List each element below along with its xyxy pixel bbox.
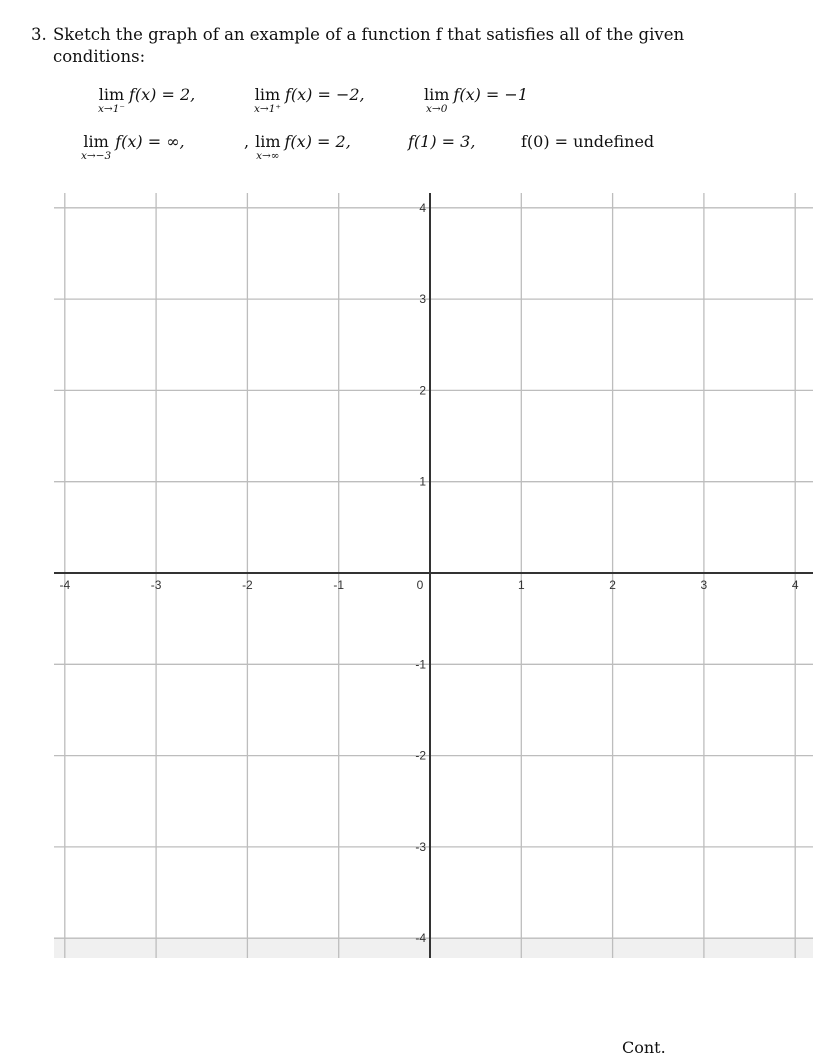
x-tick-label: 3 [700, 578, 708, 592]
y-tick-label: 1 [419, 474, 426, 489]
x-tick-label: -4 [59, 578, 71, 592]
condition-expression: f(x) = 2, [284, 132, 351, 151]
condition-expression: f(x) = −1 [453, 85, 528, 104]
lim-subscript: x→0 [426, 103, 448, 115]
condition-expression: f(x) = ∞, [115, 132, 185, 151]
problem-number: 3. [31, 25, 47, 44]
x-tick-label: 4 [791, 578, 799, 592]
y-tick-label: 2 [419, 383, 426, 398]
lim-subscript: x→1⁻ [98, 103, 125, 115]
lim-subscript: x→−3 [81, 150, 112, 162]
x-tick-label: 2 [609, 578, 616, 592]
y-tick-label: -2 [415, 748, 426, 763]
condition-expression: f(x) = −2, [284, 85, 365, 104]
grid-bottom-shade [54, 938, 813, 958]
x-tick-label: 1 [517, 578, 525, 592]
y-tick-label: -4 [415, 931, 426, 946]
lim-label: lim [424, 85, 450, 104]
x-tick-label: -2 [242, 578, 253, 592]
lim-label: lim [83, 132, 109, 151]
axes [54, 193, 813, 958]
y-tick-label: 4 [419, 200, 426, 215]
lim-label: lim [98, 85, 125, 104]
grid-lines [54, 193, 813, 958]
x-tick-label: -1 [333, 578, 345, 592]
lim-subscript: x→∞ [256, 150, 280, 162]
lim-label: lim [254, 85, 281, 104]
x-tick-label: 0 [416, 578, 424, 592]
y-tick-label: 3 [419, 292, 426, 307]
lim-label: lim [255, 132, 281, 151]
condition-expression: f(x) = 2, [128, 85, 196, 104]
y-tick-label: -3 [415, 839, 426, 854]
y-tick-label: -1 [415, 657, 426, 672]
continued-label: Cont. [622, 1038, 666, 1057]
condition-prefix: , [244, 132, 250, 151]
problem-text: Sketch the graph of an example of a function f that satisfies all of the given conditions: [53, 25, 685, 66]
lim-subscript: x→1⁺ [254, 103, 281, 115]
x-tick-label: -3 [150, 578, 162, 592]
condition-expression: f(0) = undefined [521, 132, 655, 151]
condition-expression: f(1) = 3, [408, 132, 476, 151]
